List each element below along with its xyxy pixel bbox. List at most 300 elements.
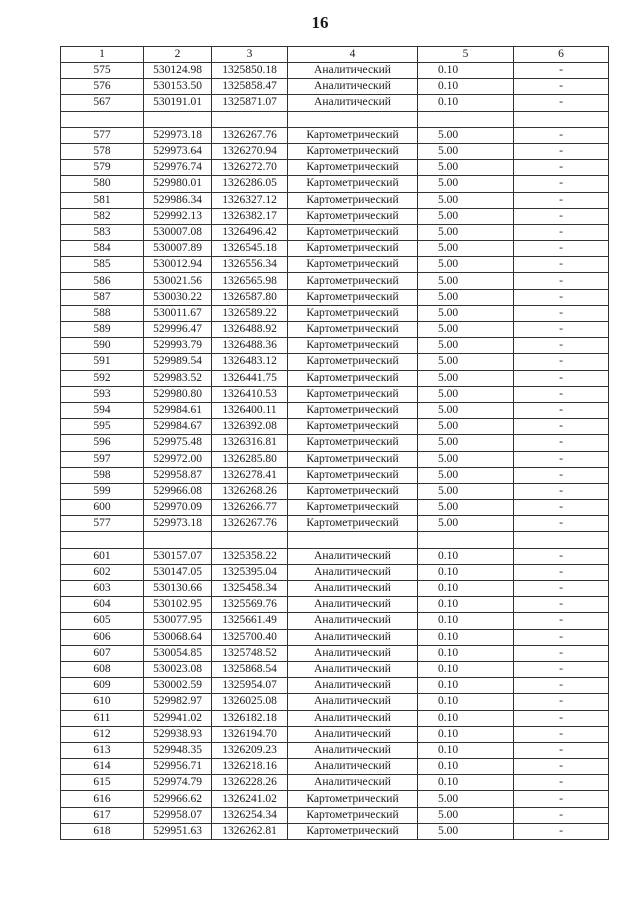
note-cell: - [514, 548, 609, 564]
table-row [61, 402, 609, 418]
table-row [61, 645, 609, 661]
table-row [61, 208, 609, 224]
point-number-cell: 600 [61, 500, 144, 516]
note-cell: - [514, 224, 609, 240]
point-number-cell: 567 [61, 95, 144, 111]
point-number-cell: 618 [61, 823, 144, 839]
table-row [61, 370, 609, 386]
method-cell: Картометрический [288, 791, 418, 807]
method-cell: Картометрический [288, 208, 418, 224]
column-header: 5 [418, 47, 514, 63]
accuracy-cell: 0.10 [418, 775, 514, 791]
column-header: 1 [61, 47, 144, 63]
point-number-cell: 597 [61, 451, 144, 467]
accuracy-cell: 5.00 [418, 127, 514, 143]
method-cell: Аналитический [288, 645, 418, 661]
x-coordinate-cell: 529982.97 [144, 694, 212, 710]
y-coordinate-cell: 1326316.81 [212, 435, 288, 451]
table-row [61, 451, 609, 467]
accuracy-cell: 0.10 [418, 581, 514, 597]
method-cell: Аналитический [288, 726, 418, 742]
method-cell: Картометрический [288, 338, 418, 354]
point-number-cell: 577 [61, 127, 144, 143]
x-coordinate-cell: 529983.52 [144, 370, 212, 386]
method-cell: Картометрический [288, 160, 418, 176]
y-coordinate-cell: 1326209.23 [212, 742, 288, 758]
page-number: 16 [311, 13, 329, 32]
accuracy-cell: 0.10 [418, 597, 514, 613]
point-number-cell: 593 [61, 386, 144, 402]
method-cell: Картометрический [288, 402, 418, 418]
accuracy-cell: 0.10 [418, 710, 514, 726]
empty-cell [418, 111, 514, 127]
note-cell: - [514, 807, 609, 823]
table-row [61, 273, 609, 289]
note-cell: - [514, 581, 609, 597]
accuracy-cell: 0.10 [418, 613, 514, 629]
method-cell: Картометрический [288, 143, 418, 159]
y-coordinate-cell: 1325868.54 [212, 661, 288, 677]
note-cell: - [514, 661, 609, 677]
x-coordinate-cell: 529986.34 [144, 192, 212, 208]
note-cell: - [514, 386, 609, 402]
accuracy-cell: 0.10 [418, 548, 514, 564]
y-coordinate-cell: 1326565.98 [212, 273, 288, 289]
accuracy-cell: 0.10 [418, 678, 514, 694]
accuracy-cell: 5.00 [418, 419, 514, 435]
x-coordinate-cell: 530002.59 [144, 678, 212, 694]
method-cell: Картометрический [288, 354, 418, 370]
x-coordinate-cell: 529974.79 [144, 775, 212, 791]
table-header-row [61, 47, 609, 63]
empty-cell [288, 532, 418, 548]
x-coordinate-cell: 529992.13 [144, 208, 212, 224]
note-cell: - [514, 402, 609, 418]
accuracy-cell: 0.10 [418, 645, 514, 661]
x-coordinate-cell: 530077.95 [144, 613, 212, 629]
empty-cell [144, 532, 212, 548]
method-cell: Аналитический [288, 63, 418, 79]
point-number-cell: 580 [61, 176, 144, 192]
note-cell: - [514, 597, 609, 613]
column-header: 2 [144, 47, 212, 63]
method-cell: Картометрический [288, 500, 418, 516]
y-coordinate-cell: 1326400.11 [212, 402, 288, 418]
note-cell: - [514, 759, 609, 775]
x-coordinate-cell: 530153.50 [144, 79, 212, 95]
x-coordinate-cell: 529958.87 [144, 467, 212, 483]
point-number-cell: 614 [61, 759, 144, 775]
x-coordinate-cell: 530191.01 [144, 95, 212, 111]
x-coordinate-cell: 529973.18 [144, 516, 212, 532]
note-cell: - [514, 694, 609, 710]
accuracy-cell: 5.00 [418, 467, 514, 483]
y-coordinate-cell: 1326410.53 [212, 386, 288, 402]
accuracy-cell: 5.00 [418, 273, 514, 289]
point-number-cell: 581 [61, 192, 144, 208]
point-number-cell: 579 [61, 160, 144, 176]
point-number-cell: 587 [61, 289, 144, 305]
y-coordinate-cell: 1325661.49 [212, 613, 288, 629]
method-cell: Аналитический [288, 661, 418, 677]
x-coordinate-cell: 529993.79 [144, 338, 212, 354]
note-cell: - [514, 775, 609, 791]
method-cell: Аналитический [288, 613, 418, 629]
method-cell: Картометрический [288, 257, 418, 273]
accuracy-cell: 0.10 [418, 661, 514, 677]
note-cell: - [514, 419, 609, 435]
empty-cell [61, 111, 144, 127]
point-number-cell: 591 [61, 354, 144, 370]
table-row [61, 257, 609, 273]
y-coordinate-cell: 1325700.40 [212, 629, 288, 645]
table-row [61, 160, 609, 176]
x-coordinate-cell: 529966.62 [144, 791, 212, 807]
y-coordinate-cell: 1326218.16 [212, 759, 288, 775]
note-cell: - [514, 516, 609, 532]
method-cell: Картометрический [288, 467, 418, 483]
method-cell: Картометрический [288, 451, 418, 467]
method-cell: Картометрический [288, 823, 418, 839]
accuracy-cell: 5.00 [418, 257, 514, 273]
y-coordinate-cell: 1326266.77 [212, 500, 288, 516]
column-header: 4 [288, 47, 418, 63]
note-cell: - [514, 645, 609, 661]
table-row [61, 224, 609, 240]
table-row [61, 548, 609, 564]
note-cell: - [514, 127, 609, 143]
point-number-cell: 606 [61, 629, 144, 645]
point-number-cell: 601 [61, 548, 144, 564]
x-coordinate-cell: 530124.98 [144, 63, 212, 79]
y-coordinate-cell: 1326025.08 [212, 694, 288, 710]
accuracy-cell: 5.00 [418, 823, 514, 839]
x-coordinate-cell: 529980.80 [144, 386, 212, 402]
note-cell: - [514, 823, 609, 839]
note-cell: - [514, 629, 609, 645]
accuracy-cell: 5.00 [418, 516, 514, 532]
accuracy-cell: 5.00 [418, 451, 514, 467]
y-coordinate-cell: 1326556.34 [212, 257, 288, 273]
point-number-cell: 608 [61, 661, 144, 677]
method-cell: Картометрический [288, 241, 418, 257]
table-row [61, 726, 609, 742]
note-cell: - [514, 483, 609, 499]
note-cell: - [514, 564, 609, 580]
x-coordinate-cell: 529973.64 [144, 143, 212, 159]
method-cell: Картометрический [288, 273, 418, 289]
y-coordinate-cell: 1325850.18 [212, 63, 288, 79]
note-cell: - [514, 435, 609, 451]
point-number-cell: 607 [61, 645, 144, 661]
accuracy-cell: 0.10 [418, 564, 514, 580]
method-cell: Картометрический [288, 370, 418, 386]
note-cell: - [514, 678, 609, 694]
point-number-cell: 615 [61, 775, 144, 791]
point-number-cell: 603 [61, 581, 144, 597]
method-cell: Аналитический [288, 710, 418, 726]
note-cell: - [514, 500, 609, 516]
table-row [61, 386, 609, 402]
x-coordinate-cell: 530157.07 [144, 548, 212, 564]
x-coordinate-cell: 529973.18 [144, 127, 212, 143]
method-cell: Картометрический [288, 419, 418, 435]
accuracy-cell: 5.00 [418, 176, 514, 192]
point-number-cell: 605 [61, 613, 144, 629]
table-row [61, 807, 609, 823]
point-number-cell: 586 [61, 273, 144, 289]
table-row [61, 143, 609, 159]
method-cell: Аналитический [288, 548, 418, 564]
note-cell: - [514, 160, 609, 176]
point-number-cell: 583 [61, 224, 144, 240]
table-row [61, 661, 609, 677]
x-coordinate-cell: 529972.00 [144, 451, 212, 467]
y-coordinate-cell: 1325858.47 [212, 79, 288, 95]
method-cell: Аналитический [288, 79, 418, 95]
method-cell: Аналитический [288, 597, 418, 613]
table-row [61, 564, 609, 580]
table-row [61, 467, 609, 483]
method-cell: Картометрический [288, 807, 418, 823]
x-coordinate-cell: 529980.01 [144, 176, 212, 192]
method-cell: Картометрический [288, 289, 418, 305]
note-cell: - [514, 742, 609, 758]
method-cell: Картометрический [288, 127, 418, 143]
note-cell: - [514, 613, 609, 629]
table-row [61, 613, 609, 629]
x-coordinate-cell: 530012.94 [144, 257, 212, 273]
point-number-cell: 585 [61, 257, 144, 273]
method-cell: Аналитический [288, 95, 418, 111]
x-coordinate-cell: 529984.61 [144, 402, 212, 418]
x-coordinate-cell: 529976.74 [144, 160, 212, 176]
point-number-cell: 595 [61, 419, 144, 435]
method-cell: Аналитический [288, 564, 418, 580]
method-cell: Аналитический [288, 742, 418, 758]
y-coordinate-cell: 1326488.92 [212, 322, 288, 338]
y-coordinate-cell: 1326285.80 [212, 451, 288, 467]
point-number-cell: 598 [61, 467, 144, 483]
point-number-cell: 609 [61, 678, 144, 694]
point-number-cell: 575 [61, 63, 144, 79]
accuracy-cell: 5.00 [418, 370, 514, 386]
y-coordinate-cell: 1326278.41 [212, 467, 288, 483]
point-number-cell: 584 [61, 241, 144, 257]
y-coordinate-cell: 1325871.07 [212, 95, 288, 111]
note-cell: - [514, 354, 609, 370]
y-coordinate-cell: 1325395.04 [212, 564, 288, 580]
table-row [61, 710, 609, 726]
note-cell: - [514, 241, 609, 257]
note-cell: - [514, 79, 609, 95]
accuracy-cell: 5.00 [418, 483, 514, 499]
method-cell: Картометрический [288, 176, 418, 192]
point-number-cell: 589 [61, 322, 144, 338]
x-coordinate-cell: 530007.08 [144, 224, 212, 240]
y-coordinate-cell: 1326545.18 [212, 241, 288, 257]
accuracy-cell: 5.00 [418, 338, 514, 354]
x-coordinate-cell: 530021.56 [144, 273, 212, 289]
method-cell: Картометрический [288, 224, 418, 240]
table-row [61, 581, 609, 597]
table-row [61, 694, 609, 710]
empty-cell [61, 532, 144, 548]
note-cell: - [514, 370, 609, 386]
accuracy-cell: 0.10 [418, 79, 514, 95]
table-row [61, 742, 609, 758]
method-cell: Картометрический [288, 516, 418, 532]
note-cell: - [514, 63, 609, 79]
point-number-cell: 590 [61, 338, 144, 354]
accuracy-cell: 5.00 [418, 807, 514, 823]
method-cell: Картометрический [288, 483, 418, 499]
table-row [61, 192, 609, 208]
note-cell: - [514, 322, 609, 338]
table-row [61, 483, 609, 499]
y-coordinate-cell: 1326194.70 [212, 726, 288, 742]
accuracy-cell: 5.00 [418, 160, 514, 176]
empty-cell [514, 111, 609, 127]
accuracy-cell: 0.10 [418, 63, 514, 79]
accuracy-cell: 0.10 [418, 726, 514, 742]
note-cell: - [514, 726, 609, 742]
table-row [61, 63, 609, 79]
point-number-cell: 594 [61, 402, 144, 418]
accuracy-cell: 5.00 [418, 402, 514, 418]
table-row [61, 775, 609, 791]
y-coordinate-cell: 1326262.81 [212, 823, 288, 839]
y-coordinate-cell: 1325569.76 [212, 597, 288, 613]
accuracy-cell: 0.10 [418, 742, 514, 758]
table-row [61, 127, 609, 143]
accuracy-cell: 5.00 [418, 305, 514, 321]
table-row [61, 597, 609, 613]
y-coordinate-cell: 1326488.36 [212, 338, 288, 354]
accuracy-cell: 0.10 [418, 629, 514, 645]
method-cell: Аналитический [288, 759, 418, 775]
method-cell: Картометрический [288, 386, 418, 402]
y-coordinate-cell: 1326392.08 [212, 419, 288, 435]
y-coordinate-cell: 1326382.17 [212, 208, 288, 224]
y-coordinate-cell: 1326441.75 [212, 370, 288, 386]
method-cell: Аналитический [288, 678, 418, 694]
y-coordinate-cell: 1326286.05 [212, 176, 288, 192]
table-row [61, 516, 609, 532]
empty-cell [212, 111, 288, 127]
y-coordinate-cell: 1326228.26 [212, 775, 288, 791]
method-cell: Картометрический [288, 322, 418, 338]
y-coordinate-cell: 1326182.18 [212, 710, 288, 726]
accuracy-cell: 5.00 [418, 386, 514, 402]
x-coordinate-cell: 529958.07 [144, 807, 212, 823]
accuracy-cell: 5.00 [418, 289, 514, 305]
note-cell: - [514, 710, 609, 726]
point-number-cell: 578 [61, 143, 144, 159]
empty-cell [144, 111, 212, 127]
point-number-cell: 599 [61, 483, 144, 499]
note-cell: - [514, 95, 609, 111]
note-cell: - [514, 273, 609, 289]
y-coordinate-cell: 1326241.02 [212, 791, 288, 807]
x-coordinate-cell: 530023.08 [144, 661, 212, 677]
table-row [61, 435, 609, 451]
point-number-cell: 602 [61, 564, 144, 580]
point-number-cell: 617 [61, 807, 144, 823]
empty-cell [514, 532, 609, 548]
point-number-cell: 577 [61, 516, 144, 532]
accuracy-cell: 5.00 [418, 224, 514, 240]
table-row [61, 354, 609, 370]
note-cell: - [514, 192, 609, 208]
x-coordinate-cell: 530054.85 [144, 645, 212, 661]
table-row [61, 678, 609, 694]
method-cell: Картометрический [288, 305, 418, 321]
accuracy-cell: 5.00 [418, 322, 514, 338]
x-coordinate-cell: 530147.05 [144, 564, 212, 580]
y-coordinate-cell: 1325748.52 [212, 645, 288, 661]
x-coordinate-cell: 529956.71 [144, 759, 212, 775]
x-coordinate-cell: 530102.95 [144, 597, 212, 613]
point-number-cell: 613 [61, 742, 144, 758]
coordinates-table [60, 46, 609, 840]
note-cell: - [514, 289, 609, 305]
spacer-row [61, 532, 609, 548]
y-coordinate-cell: 1325458.34 [212, 581, 288, 597]
table-row [61, 759, 609, 775]
accuracy-cell: 5.00 [418, 143, 514, 159]
method-cell: Аналитический [288, 694, 418, 710]
y-coordinate-cell: 1326327.12 [212, 192, 288, 208]
x-coordinate-cell: 529966.08 [144, 483, 212, 499]
spacer-row [61, 111, 609, 127]
note-cell: - [514, 176, 609, 192]
table-row [61, 629, 609, 645]
accuracy-cell: 5.00 [418, 435, 514, 451]
point-number-cell: 576 [61, 79, 144, 95]
x-coordinate-cell: 529951.63 [144, 823, 212, 839]
table-body [61, 47, 609, 840]
method-cell: Картометрический [288, 192, 418, 208]
method-cell: Аналитический [288, 581, 418, 597]
table-row [61, 176, 609, 192]
y-coordinate-cell: 1326267.76 [212, 127, 288, 143]
y-coordinate-cell: 1326587.80 [212, 289, 288, 305]
note-cell: - [514, 208, 609, 224]
y-coordinate-cell: 1326589.22 [212, 305, 288, 321]
empty-cell [418, 532, 514, 548]
note-cell: - [514, 451, 609, 467]
table-row [61, 419, 609, 435]
table-row [61, 305, 609, 321]
note-cell: - [514, 257, 609, 273]
x-coordinate-cell: 529996.47 [144, 322, 212, 338]
x-coordinate-cell: 529938.93 [144, 726, 212, 742]
point-number-cell: 612 [61, 726, 144, 742]
y-coordinate-cell: 1326270.94 [212, 143, 288, 159]
x-coordinate-cell: 530030.22 [144, 289, 212, 305]
table-row [61, 823, 609, 839]
x-coordinate-cell: 529975.48 [144, 435, 212, 451]
table-row [61, 500, 609, 516]
y-coordinate-cell: 1325358.22 [212, 548, 288, 564]
accuracy-cell: 5.00 [418, 354, 514, 370]
x-coordinate-cell: 529984.67 [144, 419, 212, 435]
table-row [61, 95, 609, 111]
point-number-cell: 582 [61, 208, 144, 224]
method-cell: Аналитический [288, 629, 418, 645]
empty-cell [288, 111, 418, 127]
